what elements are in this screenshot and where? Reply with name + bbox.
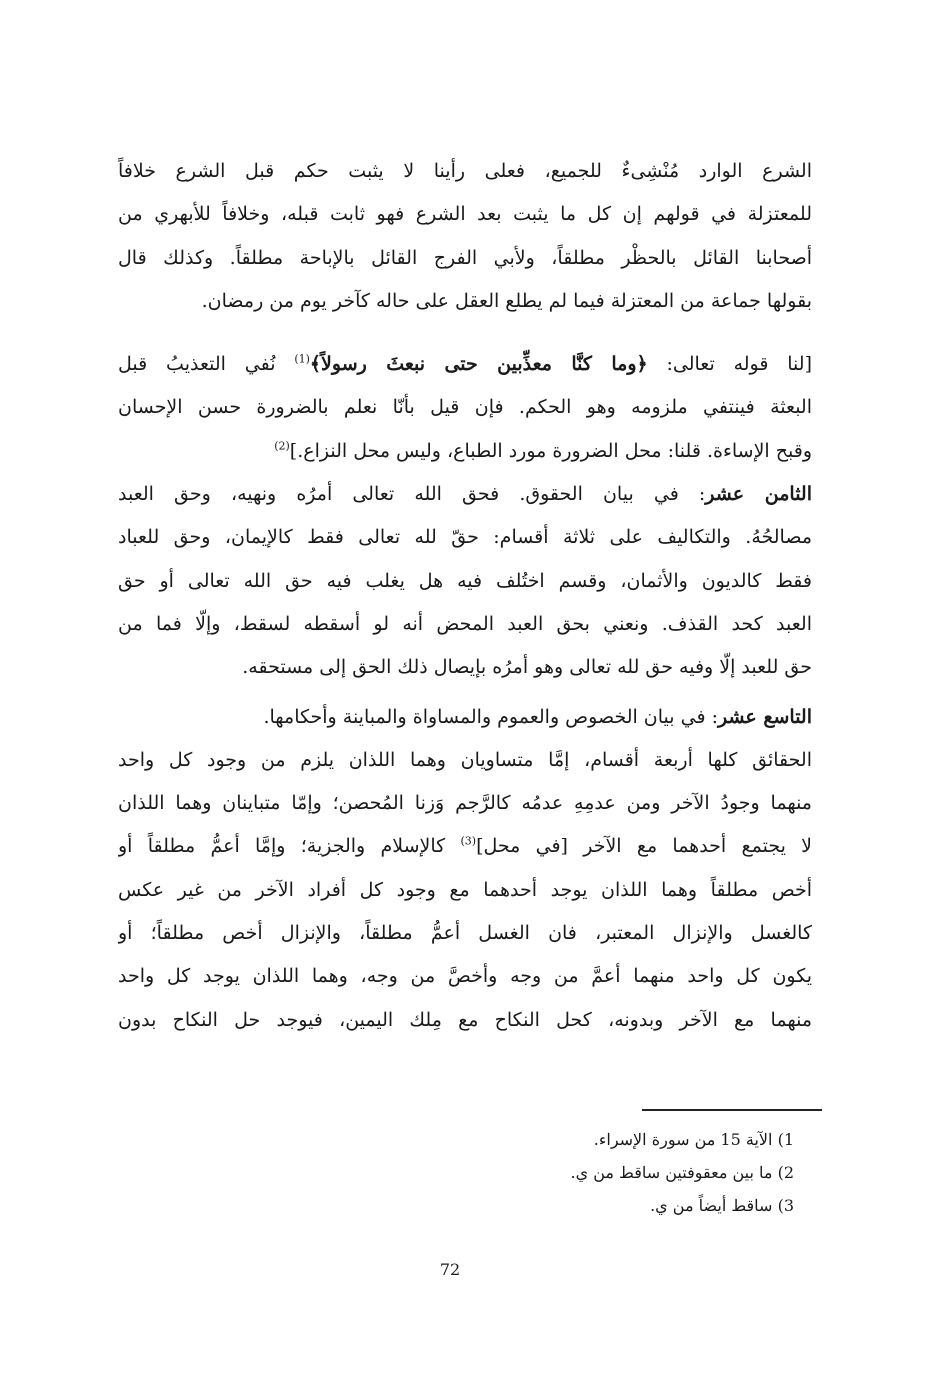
footnote-text: ساقط أيضاً من ي. [650, 1196, 773, 1215]
footnote [480, 1189, 794, 1222]
footnote-divider [642, 1109, 822, 1111]
footnote-text: الآية 15 من سورة الإسراء. [593, 1130, 773, 1149]
footnote-number: 1) [777, 1130, 794, 1149]
footnote-ref: (3) [460, 835, 477, 849]
text-segment: كالإسلام والجزية؛ وإمَّا أعمُّ مطلقاً أو [118, 835, 461, 858]
text-segment: نُفي التعذيبُ قبل [118, 353, 295, 376]
footnote-ref: (1) [294, 352, 310, 366]
text-line: البعثة فينتفي ملزومه وهو الحكم. فإن قيل بأنّا نعلم بالضرورة حسن الإحسان [118, 396, 812, 419]
text-line: العبد كحد القذف. ونعني بحق العبد المحض أنه لو أسقطه لسقط، وإلّا فما من [118, 612, 812, 635]
text-line: الشرع الوارد مُنْشِىءٌ للجميع، فعلى رأينا لا يثبت حكم قبل الشرع خلافاً [118, 160, 812, 182]
footnotes [480, 1123, 794, 1222]
text-line [118, 430, 812, 473]
quran-verse: ﴿وما كنَّا معذِّبين حتى نبعثَ رسولاً﴾ [309, 353, 648, 376]
footnote-number: 2) [777, 1163, 794, 1182]
footnote-text: ما بين معقوفتين ساقط من ي. [570, 1163, 773, 1182]
text-line: أصحابنا القائل بالحظْر مطلقاً، ولأبي الفرج القائل بالإباحة مطلقاً. وكذلك قال [118, 246, 812, 269]
text-line: كالغسل والإنزال المعتبر، فان الغسل أعمُّ مطلقاً، والإنزال أخص مطلقاً؛ أو [118, 922, 812, 945]
text-line: يكون كل واحد منهما أعمَّ من وجه وأخصَّ من وجه، وهما اللذان يوجد كل واحد [118, 965, 812, 988]
text-line: أخص مطلقاً وهما اللذان يوجد أحدهما مع وجود كل أفراد الآخر من غير عكس [118, 878, 812, 901]
section-heading: التاسع عشر [717, 705, 812, 728]
footnote-number: 3) [777, 1196, 794, 1215]
text-line: بقولها جماعة من المعتزلة فيما لم يطلع العقل على حاله كآخر يوم من رمضان. [201, 289, 812, 312]
text-line: فقط كالديون والأثمان، وقسم اختُلف فيه هل يغلب فيه حق الله تعالى أو حق [118, 569, 812, 592]
footnote-ref: (2) [274, 439, 290, 453]
text-line: الحقائق كلها أربعة أقسام، إمَّا متساويان وهما اللذان يلزم من وجود كل واحد [118, 748, 812, 771]
text-line: مصالحُهُ. والتكاليف على ثلاثة أقسام: حقّ لله تعالى فقط كالإيمان، وحق للعباد [118, 526, 812, 549]
text-line: منهما وجودُ الآخر ومن عدمِهِ عدمُه كالرَّجم وَزنا المُحصن؛ وإمّا متباينان وهما اللذان [118, 792, 812, 815]
text-line [118, 825, 812, 868]
section-heading: الثامن عشر [705, 483, 812, 506]
text-line [118, 473, 812, 516]
footnote [480, 1156, 794, 1189]
text-line: للمعتزلة في قولهم إن كل ما يثبت بعد الشرع فهو ثابت قبله، وخلافاً للأبهري من [118, 203, 812, 226]
text-segment: وقبح الإساءة. قلنا: محل الضرورة مورد الطباع، وليس محل النزاع.] [289, 439, 812, 462]
footnote [480, 1123, 794, 1156]
text-segment: : في بيان الخصوص والعموم والمساواة والمباينة وأحكامها. [263, 705, 718, 728]
text-segment: : في بيان الحقوق. فحق الله تعالى أمرُه ونهيه، وحق العبد [118, 483, 706, 506]
text-line: منهما مع الآخر وبدونه، كحل النكاح مع مِلك اليمين، فيوجد حل النكاح بدون [118, 1008, 812, 1031]
text-segment: لا يجتمع أحدهما مع الآخر [في محل] [476, 835, 812, 858]
page-number: 72 [439, 1260, 461, 1279]
text-line [118, 696, 812, 739]
text-line [118, 343, 812, 386]
text-line: حق للعبد إلّا وفيه حق لله تعالى وهو أمرُه بإيصال ذلك الحق إلى مستحقه. [242, 656, 812, 679]
main-text [118, 150, 812, 1042]
text-segment: [لنا قوله تعالى: [647, 353, 812, 376]
